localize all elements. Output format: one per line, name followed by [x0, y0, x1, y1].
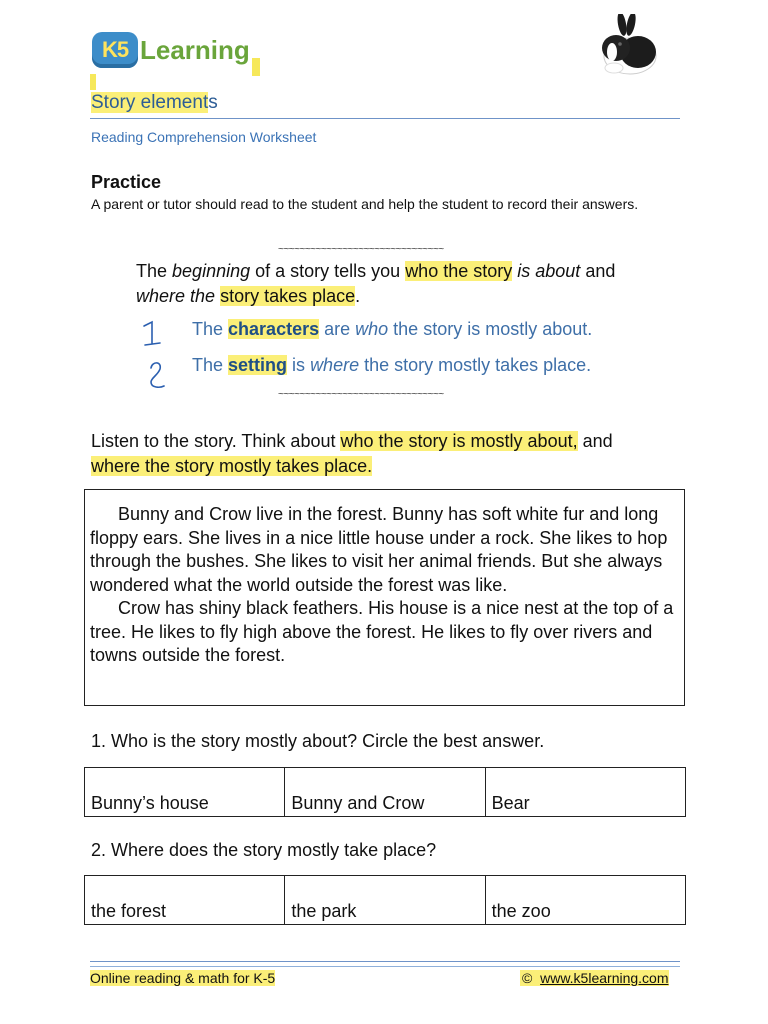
- footer-divider: [90, 961, 680, 962]
- answer-option[interactable]: the park: [285, 876, 485, 925]
- page-subtitle: Reading Comprehension Worksheet: [91, 129, 317, 145]
- story-beginning-definition: The beginning of a story tells you who the story is about and where the story takes place.: [136, 261, 616, 306]
- story-paragraph: Crow has shiny black feathers. His house is a nice nest at the top of a tree. He likes to fly high above the forest. He likes to fly over rivers and towns outside the forest.: [90, 598, 674, 665]
- story-paragraph: Bunny and Crow live in the forest. Bunny has soft white fur and long floppy ears. She lives in a nice little house under a rock. She likes to hop through the bushes. She likes to visit her animal friends. But she always wondered what the world outside the forest was like.: [90, 504, 668, 595]
- question-2: 2. Where does the story mostly take place?: [91, 840, 437, 860]
- answer-table-2: [84, 875, 686, 925]
- answer-option[interactable]: Bear: [485, 768, 685, 817]
- practice-instructions: A parent or tutor should read to the student and help the student to record their answers.: [91, 196, 639, 212]
- listening-instructions: Listen to the story. Think about who the story is mostly about, and where the story mostly takes place.: [91, 431, 613, 476]
- logo-k5-badge: K5: [92, 32, 138, 68]
- bunny-illustration: [594, 14, 658, 76]
- logo-wordmark: Learning: [140, 34, 250, 65]
- answer-option[interactable]: Bunny’s house: [85, 768, 285, 817]
- tilde-divider: ~~~~~~~~~~~~~~~~~~~~~~~~~~~~~~~: [278, 389, 444, 400]
- tilde-divider: ~~~~~~~~~~~~~~~~~~~~~~~~~~~~~~~: [278, 244, 444, 255]
- answer-option[interactable]: the zoo: [485, 876, 685, 925]
- highlight-mark: [90, 74, 96, 90]
- question-1: 1. Who is the story mostly about? Circle the best answer.: [91, 731, 545, 751]
- handwritten-number-2: [146, 358, 170, 392]
- footer-divider: [90, 966, 680, 967]
- footer-website-link[interactable]: www.k5learning.com: [540, 970, 669, 986]
- answer-option[interactable]: Bunny and Crow: [285, 768, 485, 817]
- title-divider: [90, 118, 680, 119]
- practice-heading: Practice: [91, 172, 162, 192]
- footer-tagline: Online reading & math for K-5: [90, 970, 276, 986]
- footer-copyright: © www.k5learning.com: [522, 970, 669, 986]
- k5-learning-logo: [92, 28, 250, 72]
- setting-definition: The setting is where the story mostly takes place.: [192, 355, 592, 375]
- handwritten-number-1: [140, 318, 164, 348]
- characters-definition: The characters are who the story is mostly about.: [192, 319, 593, 339]
- story-text: [90, 503, 680, 668]
- answer-table-1: [84, 767, 686, 817]
- answer-option[interactable]: the forest: [85, 876, 285, 925]
- highlight-mark: [252, 58, 260, 76]
- page-title: Story elements: [91, 92, 218, 113]
